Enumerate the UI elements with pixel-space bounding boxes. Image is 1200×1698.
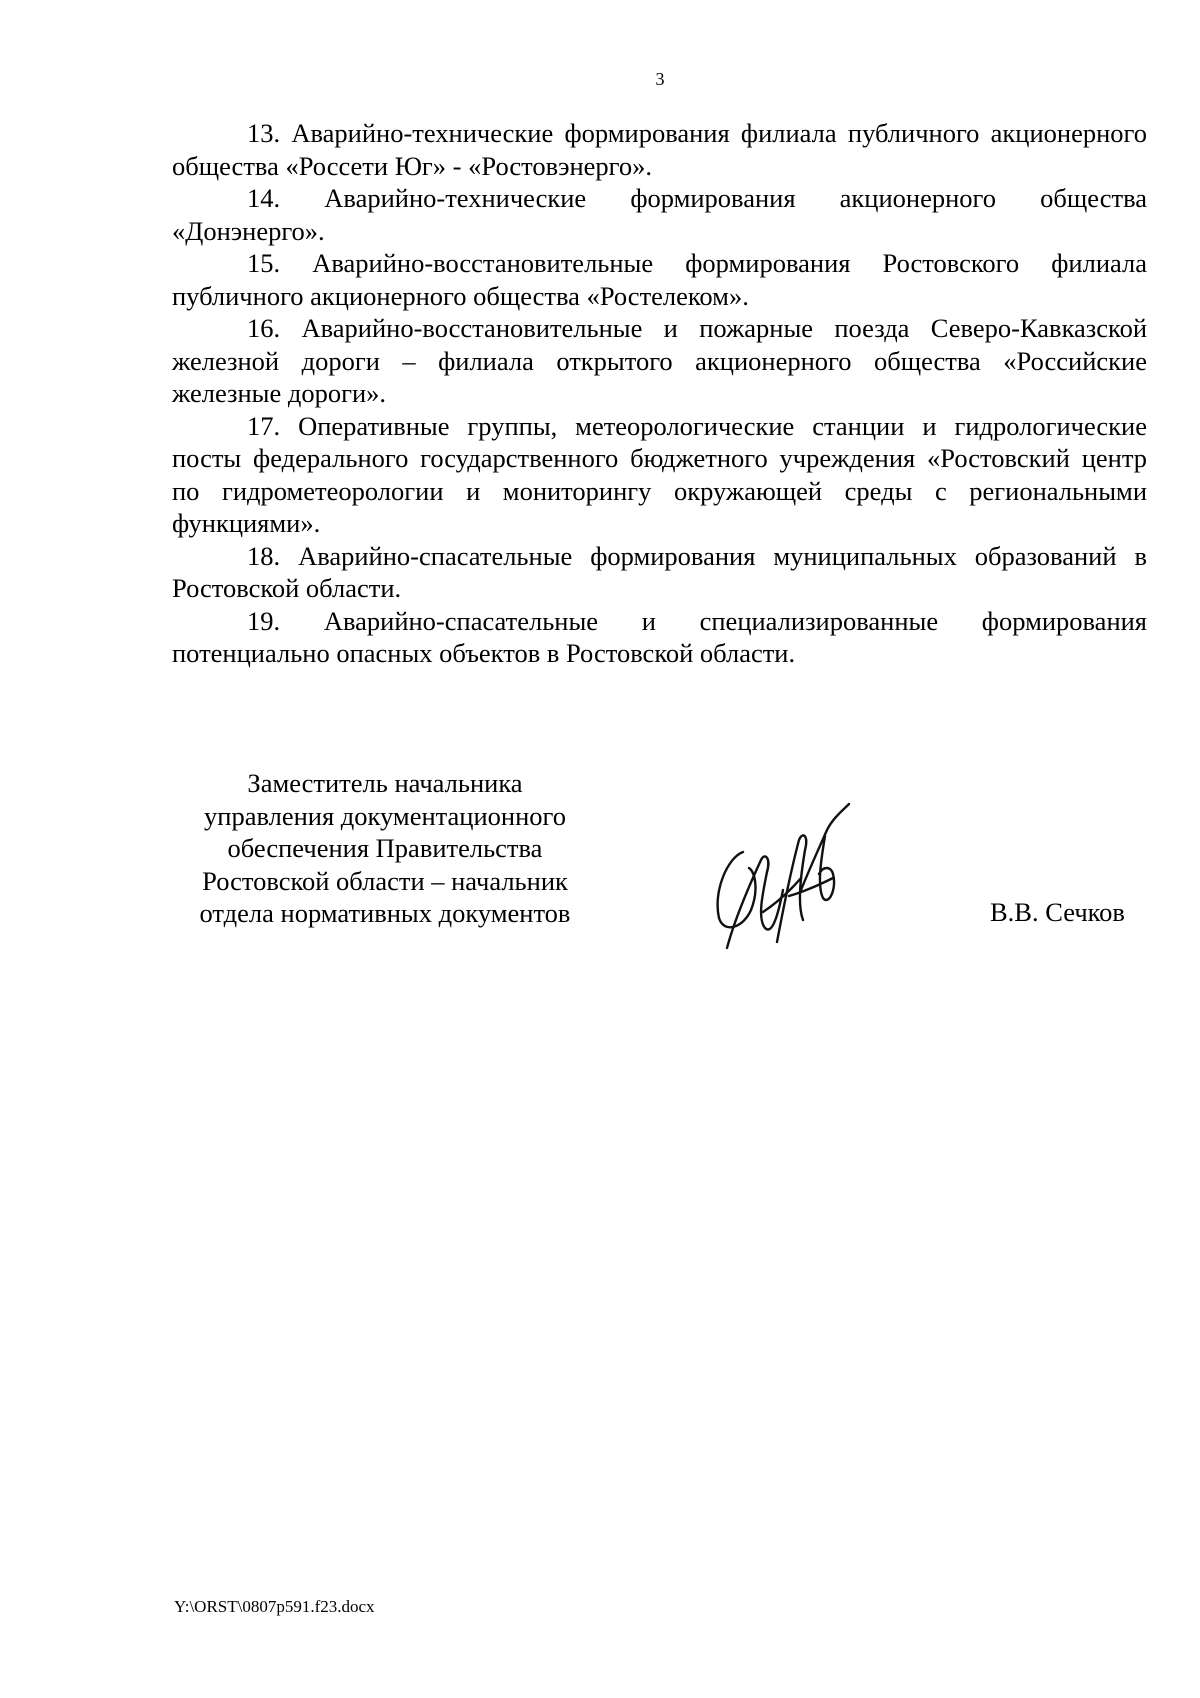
list-item-14: 14. Аварийно-технические формирования акционерного общества «Донэнерго».	[172, 183, 1147, 246]
list-item-19: 19. Аварийно-спасательные и специализированные формирования потенциально опасных объектов в Ростовской области.	[172, 605, 1147, 668]
document-body	[172, 117, 1147, 670]
page-number: 3	[655, 69, 665, 89]
list-item-15: 15. Аварийно-восстановительные формирования Ростовского филиала публичного акционерного общества «Ростелеком».	[172, 248, 1147, 311]
signer-position-line: Ростовской области – начальник	[202, 865, 568, 896]
list-item-16: 16. Аварийно-восстановительные и пожарные поезда Северо-Кавказской железной дороги – филиала открытого акционерного общества «Российские железные дороги».	[172, 313, 1147, 408]
list-item-17: 17. Оперативные группы, метеорологические станции и гидрологические посты федерального государственного бюджетного учреждения «Ростовский центр по гидрометеорологии и мониторингу окружающей среды с региональными функциями».	[172, 410, 1147, 538]
signer-name: В.В. Сечков	[990, 897, 1125, 927]
list-item-13: 13. Аварийно-технические формирования филиала публичного акционерного общества «Россети Юг» - «Ростовэнерго».	[172, 118, 1147, 181]
list-item-18: 18. Аварийно-спасательные формирования муниципальных образований в Ростовской области.	[172, 540, 1147, 603]
signer-position-line: отдела нормативных документов	[199, 898, 571, 928]
handwritten-signature	[705, 800, 860, 950]
signer-position-line: Заместитель начальника	[247, 768, 523, 798]
signer-position-line: управления документационного	[204, 800, 566, 831]
signer-position	[160, 767, 610, 930]
footer-file-path: Y:\ORST\0807p591.f23.docx	[174, 1597, 375, 1616]
signer-position-line: обеспечения Правительства	[227, 833, 543, 863]
